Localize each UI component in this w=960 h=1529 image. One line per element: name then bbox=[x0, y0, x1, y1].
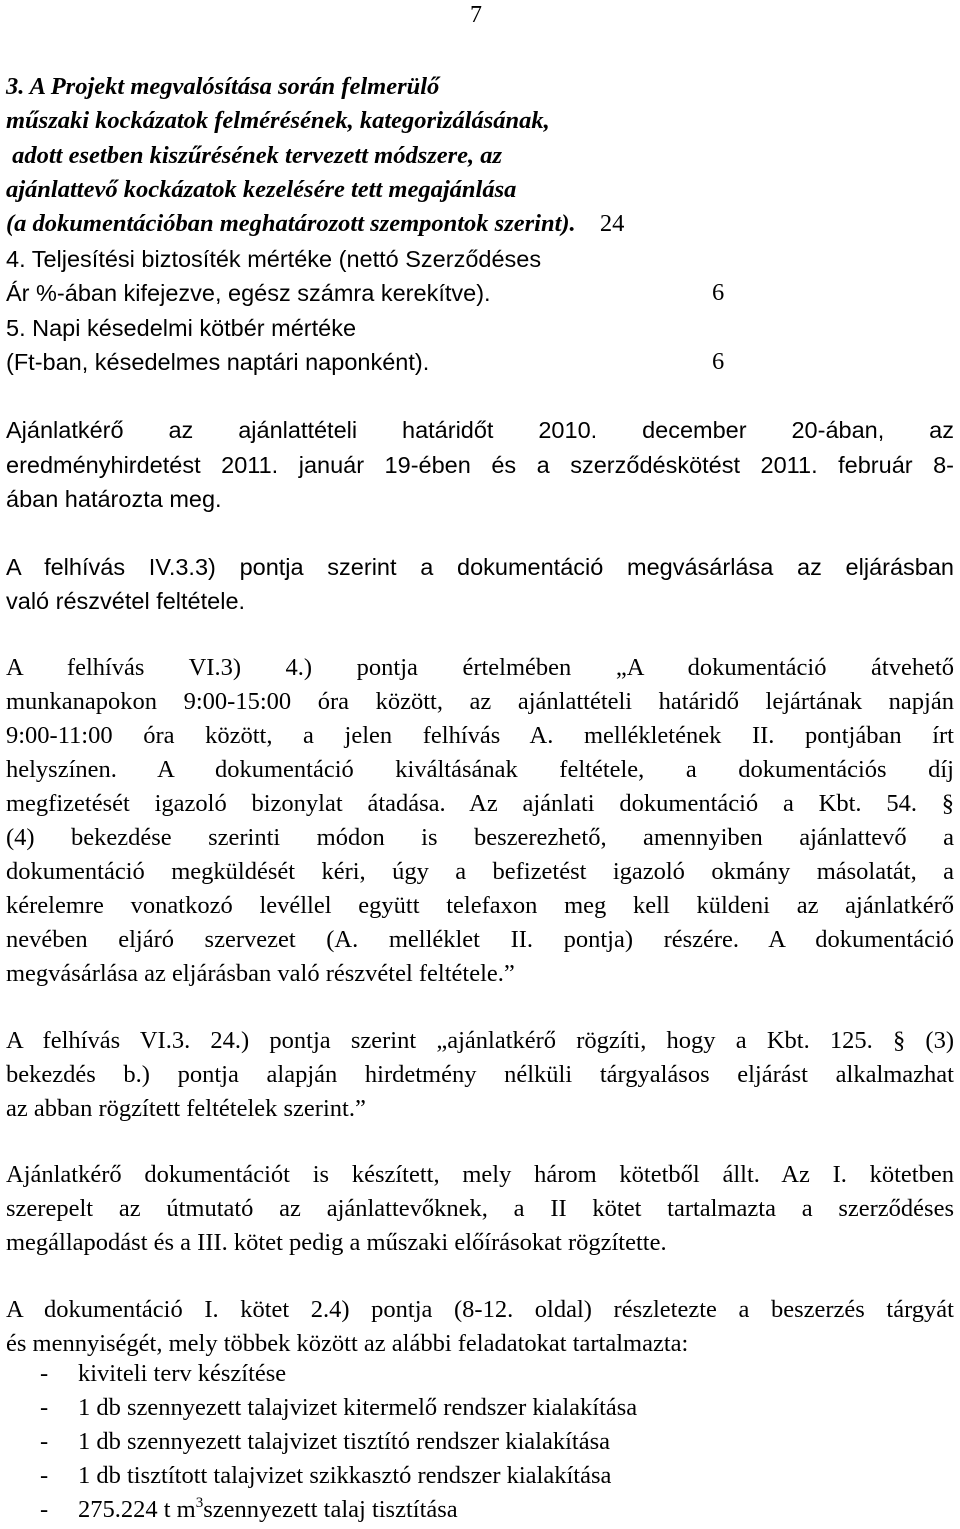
paragraph-line: (4) bekezdése szerinti módon is beszerezhető, amennyiben ajánlattevő a bbox=[6, 824, 954, 851]
paragraph-line: megfizetését igazoló bizonylat átadása. Az ajánlati dokumentáció a Kbt. 54. § bbox=[6, 790, 954, 817]
list-item bbox=[6, 1425, 637, 1459]
paragraph-line: megvásárlása az eljárásban való részvétel feltétele.” bbox=[6, 960, 515, 987]
paragraph-line: A felhívás IV.3.3) pontja szerint a dokumentáció megvásárlása az eljárásban bbox=[6, 554, 954, 580]
paragraph-line: dokumentáció megküldését kéri, úgy a befizetést igazoló okmány másolatát, a bbox=[6, 858, 954, 885]
task-text: 1 db tisztított talajvizet szikkasztó rendszer kialakítása bbox=[78, 1462, 612, 1489]
dash-bullet: - bbox=[40, 1394, 49, 1421]
dash-bullet: - bbox=[40, 1428, 49, 1455]
task-list bbox=[6, 1357, 637, 1527]
criterion-5-weight: 6 bbox=[712, 348, 725, 375]
task-text: kiviteli terv készítése bbox=[78, 1360, 287, 1387]
paragraph-line: A dokumentáció I. kötet 2.4) pontja (8-12. oldal) részletezte a beszerzés tárgyát bbox=[6, 1296, 954, 1323]
paragraph-line: az abban rögzített feltételek szerint.” bbox=[6, 1095, 366, 1122]
paragraph-line: megállapodást és a III. kötet pedig a műszaki előírásokat rögzítette. bbox=[6, 1229, 667, 1256]
criterion-4-line: 4. Teljesítési biztosíték mértéke (nettó Szerződéses bbox=[6, 246, 542, 272]
task-text: 1 db szennyezett talajvizet kitermelő rendszer kialakítása bbox=[78, 1394, 638, 1421]
paragraph-line: nevében eljáró szervezet (A. melléklet II. pontja) részére. A dokumentáció bbox=[6, 926, 954, 953]
criterion-3-line: 3. A Projekt megvalósítása során felmerülő bbox=[6, 73, 440, 100]
list-item bbox=[6, 1459, 637, 1493]
list-item bbox=[6, 1493, 637, 1527]
paragraph-line: Ajánlatkérő az ajánlattételi határidőt 2010. december 20-ában, az bbox=[6, 417, 954, 443]
paragraph-line: kérelemre vonatkozó levéllel együtt telefaxon meg kell küldeni az ajánlatkérő bbox=[6, 892, 954, 919]
dash-bullet: - bbox=[40, 1360, 49, 1387]
paragraph-line: és mennyiségét, mely többek között az alábbi feladatokat tartalmazta: bbox=[6, 1330, 689, 1357]
paragraph-line: munkanapokon 9:00-15:00 óra között, az ajánlattételi határidő lejártának napján bbox=[6, 688, 954, 715]
criterion-4-line: Ár %-ában kifejezve, egész számra kerekítve). bbox=[6, 280, 491, 306]
superscript: 3 bbox=[195, 1495, 204, 1511]
paragraph-line: 9:00-11:00 óra között, a jelen felhívás A. mellékletének II. pontjában írt bbox=[6, 722, 954, 749]
task-text-after: szennyezett talaj tisztítása bbox=[203, 1496, 458, 1523]
paragraph-line: bekezdés b.) pontja alapján hirdetmény nélküli tárgyalásos eljárást alkalmazhat bbox=[6, 1061, 954, 1088]
dash-bullet: - bbox=[40, 1496, 49, 1523]
criterion-5-line: (Ft-ban, késedelmes naptári naponként). bbox=[6, 349, 430, 375]
criterion-3-last-line bbox=[6, 207, 624, 241]
criterion-3-weight: 24 bbox=[599, 210, 625, 237]
criterion-4-weight: 6 bbox=[712, 279, 725, 306]
list-item bbox=[6, 1357, 637, 1391]
criterion-3-line: ajánlattevő kockázatok kezelésére tett megajánlása bbox=[6, 176, 517, 203]
task-text-before: 275.224 t m bbox=[78, 1496, 196, 1523]
paragraph-line: szerepelt az útmutató az ajánlattevőknek, a II kötet tartalmazta a szerződéses bbox=[6, 1195, 954, 1222]
paragraph-line: ában határozta meg. bbox=[6, 486, 222, 512]
criterion-5-line: 5. Napi késedelmi kötbér mértéke bbox=[6, 315, 357, 341]
paragraph-line: Ajánlatkérő dokumentációt is készített, mely három kötetből állt. Az I. kötetben bbox=[6, 1161, 954, 1188]
paragraph-line: való részvétel feltétele. bbox=[6, 588, 246, 614]
task-text: 1 db szennyezett talajvizet tisztító rendszer kialakítása bbox=[78, 1428, 610, 1455]
criterion-3-line: (a dokumentációban meghatározott szempontok szerint). bbox=[6, 210, 576, 237]
criterion-3-line: adott esetben kiszűrésének tervezett módszere, az bbox=[6, 142, 503, 169]
paragraph-line: A felhívás VI.3. 24.) pontja szerint „ajánlatkérő rögzíti, hogy a Kbt. 125. § (3) bbox=[6, 1027, 954, 1054]
criterion-3-line: műszaki kockázatok felmérésének, kategorizálásának, bbox=[6, 107, 550, 134]
page-number: 7 bbox=[470, 2, 482, 28]
paragraph-line: helyszínen. A dokumentáció kiváltásának feltétele, a dokumentációs díj bbox=[6, 756, 954, 783]
dash-bullet: - bbox=[40, 1462, 49, 1489]
list-item bbox=[6, 1391, 637, 1425]
paragraph-line: eredményhirdetést 2011. január 19-ében és a szerződéskötést 2011. február 8- bbox=[6, 452, 954, 478]
paragraph-line: A felhívás VI.3) 4.) pontja értelmében „A dokumentáció átvehető bbox=[6, 654, 954, 681]
